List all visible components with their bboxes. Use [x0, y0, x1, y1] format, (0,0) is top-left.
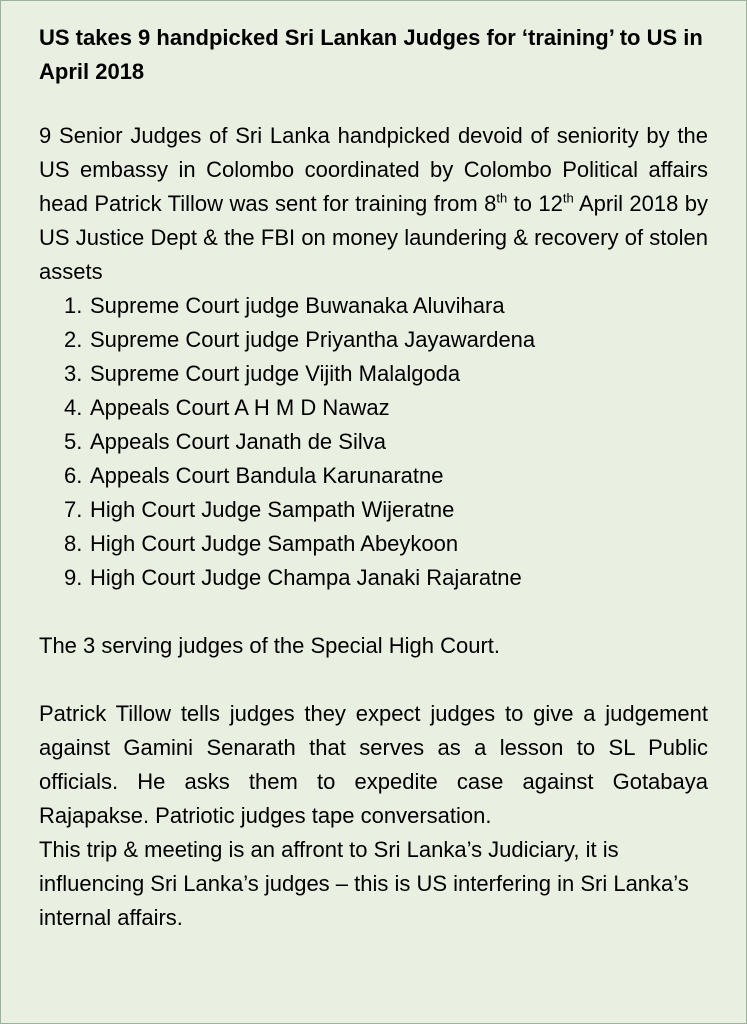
- list-item-number: 1.: [64, 293, 83, 318]
- list-item: [64, 527, 708, 561]
- list-item-text: High Court Judge Sampath Abeykoon: [90, 531, 459, 556]
- body-paragraph-1: Patrick Tillow tells judges they expect judges to give a judgement against Gamini Senarath that serves as a lesson to SL Public officials. He asks them to expedite case against Gotabaya Rajapakse. Patriotic judges tape conversation.: [39, 701, 708, 828]
- list-item: [64, 391, 708, 425]
- body-paragraph-2: This trip & meeting is an affront to Sri Lanka’s Judiciary, it is influencing Sri Lanka’s judges – this is US interfering in Sri Lanka’s internal affairs.: [39, 837, 689, 930]
- list-item-number: 5.: [64, 429, 83, 454]
- intro-text-part3: April 2018 by US Justice Dept & the FBI on money laundering & recovery of stolen assets: [39, 191, 709, 284]
- list-item-number: 6.: [64, 463, 83, 488]
- list-item-text: Supreme Court judge Buwanaka Aluvihara: [90, 293, 505, 318]
- intro-superscript-2: th: [562, 190, 574, 206]
- list-item-text: Appeals Court Janath de Silva: [90, 429, 386, 454]
- intro-paragraph: [39, 119, 708, 289]
- list-item-text: Appeals Court Bandula Karunaratne: [90, 463, 444, 488]
- intro-text-part2: to 12: [507, 191, 563, 216]
- list-item: [64, 425, 708, 459]
- list-item: [64, 357, 708, 391]
- list-item-text: Appeals Court A H M D Nawaz: [90, 395, 390, 420]
- list-item-text: High Court Judge Sampath Wijeratne: [90, 497, 455, 522]
- list-item: [64, 493, 708, 527]
- special-court-note: The 3 serving judges of the Special High Court.: [39, 633, 501, 658]
- list-item: [64, 323, 708, 357]
- list-item-number: 3.: [64, 361, 83, 386]
- judge-list: [39, 289, 708, 595]
- list-item-number: 4.: [64, 395, 83, 420]
- list-item: [64, 459, 708, 493]
- document-title: US takes 9 handpicked Sri Lankan Judges for ‘training’ to US in April 2018: [39, 25, 703, 84]
- intro-superscript-1: th: [496, 190, 508, 206]
- list-item: [64, 289, 708, 323]
- list-item-number: 2.: [64, 327, 83, 352]
- intro-text-part1: 9 Senior Judges of Sri Lanka handpicked devoid of seniority by the US embassy in Colombo coordinated by Colombo Political affairs head Patrick Tillow was sent for training from 8: [39, 123, 708, 216]
- list-item: [64, 561, 708, 595]
- list-item-number: 7.: [64, 497, 83, 522]
- list-item-text: Supreme Court judge Priyantha Jayawardena: [90, 327, 536, 352]
- list-item-text: Supreme Court judge Vijith Malalgoda: [90, 361, 461, 386]
- list-item-text: High Court Judge Champa Janaki Rajaratne: [90, 565, 522, 590]
- list-item-number: 8.: [64, 531, 83, 556]
- list-item-number: 9.: [64, 565, 83, 590]
